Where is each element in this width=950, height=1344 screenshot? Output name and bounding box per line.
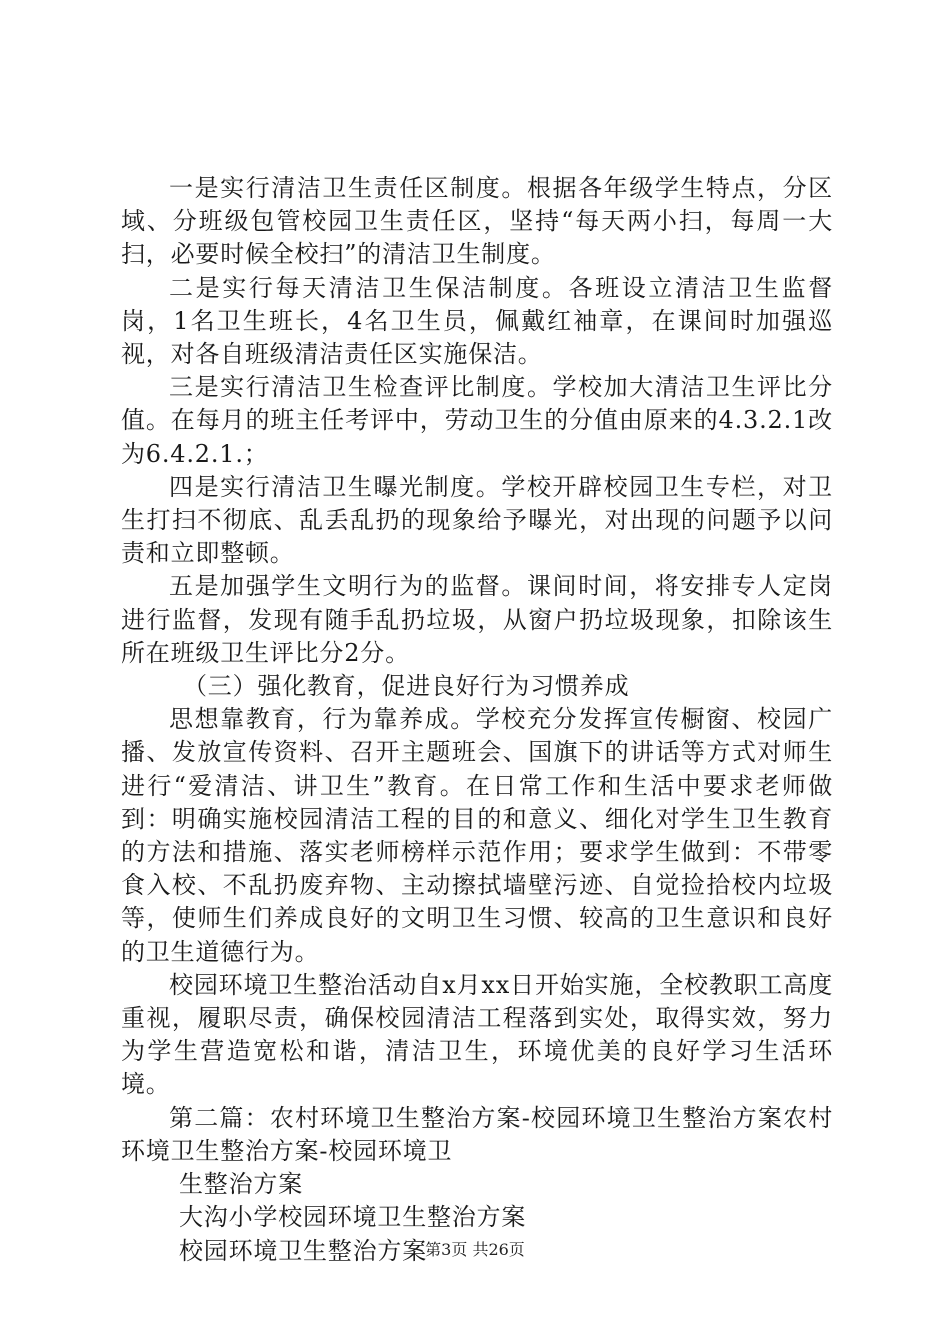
paragraph-daily-cleaning: 二是实行每天清洁卫生保洁制度。各班设立清洁卫生监督岗，1名卫生班长，4名卫生员，佩戴红袖章，在课间时加强巡视，对各自班级清洁责任区实施保洁。 bbox=[121, 273, 833, 369]
section-heading-education: （三）强化教育，促进良好行为习惯养成 bbox=[183, 672, 630, 701]
subline-plan-continuation: 生整治方案 bbox=[179, 1170, 303, 1199]
paragraph-exposure-system: 四是实行清洁卫生曝光制度。学校开辟校园卫生专栏，对卫生打扫不彻底、乱丢乱扔的现象给予曝光，对出现的问题予以问责和立即整顿。 bbox=[121, 472, 833, 568]
subline-school-plan-title: 大沟小学校园环境卫生整治方案 bbox=[179, 1203, 527, 1232]
subline-campus-plan-title: 校园环境卫生整治方案 bbox=[179, 1236, 427, 1265]
page-footer: 第3页 共26页 bbox=[425, 1240, 525, 1259]
paragraph-part-two-title: 第二篇：农村环境卫生整治方案-校园环境卫生整治方案农村环境卫生整治方案-校园环境卫 bbox=[121, 1103, 833, 1165]
paragraph-student-supervision: 五是加强学生文明行为的监督。课间时间，将安排专人定岗进行监督，发现有随手乱扔垃圾，从窗户扔垃圾现象，扣除该生所在班级卫生评比分2分。 bbox=[121, 572, 833, 667]
paragraph-responsibility-zone: 一是实行清洁卫生责任区制度。根据各年级学生特点，分区域、分班级包管校园卫生责任区，坚持“每天两小扫，每周一大扫，必要时候全校扫”的清洁卫生制度。 bbox=[121, 174, 833, 269]
paragraph-campaign-summary: 校园环境卫生整治活动自x月xx日开始实施，全校教职工高度重视，履职尽责，确保校园清洁工程落到实处，取得实效，努力为学生营造宽松和谐，清洁卫生，环境优美的良好学习生活环境。 bbox=[121, 970, 833, 1099]
document-body bbox=[121, 172, 833, 1268]
paragraph-education: 思想靠教育，行为靠养成。学校充分发挥宣传橱窗、校园广播、发放宣传资料、召开主题班会、国旗下的讲话等方式对师生进行“爱清洁、讲卫生”教育。在日常工作和生活中要求老师做到：明确实施校园清洁工程的目的和意义、细化对学生卫生教育的方法和措施、落实老师榜样示范作用；要求学生做到：不带零食入校、不乱扔废弃物、主动擦拭墙壁污迹、自觉捡拾校内垃圾等，使师生们养成良好的文明卫生习惯、较高的卫生意识和良好的卫生道德行为。 bbox=[121, 705, 833, 966]
paragraph-inspection-rating: 三是实行清洁卫生检查评比制度。学校加大清洁卫生评比分值。在每月的班主任考评中，劳动卫生的分值由原来的4.3.2.1改为6.4.2.1.； bbox=[121, 373, 833, 468]
